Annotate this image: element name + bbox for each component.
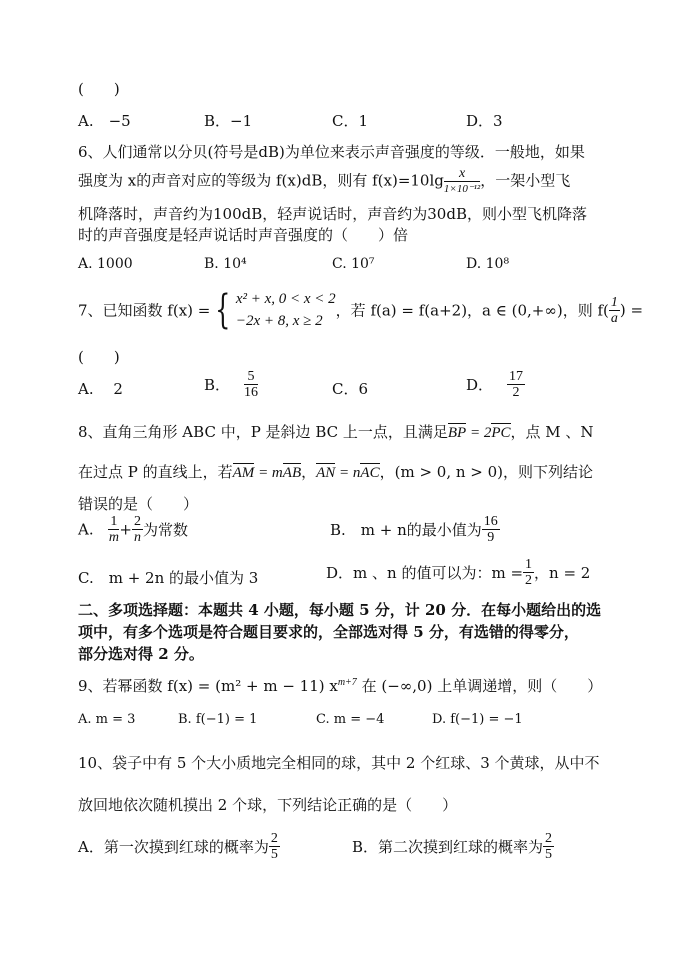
- vector-an: AN: [316, 465, 336, 481]
- q7-option-d: D． $\frac{17}{2}$: [466, 369, 524, 400]
- q9-option-d: D. f(−1) = −1: [432, 712, 523, 727]
- q8-option-a: A. $\frac{1}{m}$ + $\frac{2}{n}$ 为常数: [78, 514, 188, 545]
- q6-line-2-text: 强度为 x的声音对应的等级为 f(x)dB，则有 f(x)=10lg: [78, 171, 444, 190]
- vector-am: AM: [232, 465, 255, 481]
- q8-option-a-frac-2: $\frac{2}{n}$: [133, 514, 141, 545]
- answer-blank: ( ): [78, 80, 120, 98]
- q6-line-2: [78, 166, 570, 197]
- q5-option-d: D．3: [466, 112, 503, 130]
- q10-option-a-fraction: $\frac{2}{5}$: [270, 831, 278, 862]
- q10-option-b: B．第二次摸到红球的概率为 $\frac{2}{5}$: [352, 831, 553, 862]
- q9-option-c: C. m = −4: [316, 712, 385, 727]
- q6-fraction: $\frac{x}{\text{1×10⁻¹²}}$: [443, 166, 481, 195]
- q8-option-c: C. m + 2n 的最小值为 3: [78, 569, 259, 587]
- q9-option-a: A. m = 3: [78, 712, 136, 727]
- q7-suffix: ，若 f(a) = f(a+2)，a ∈ (0,+∞)，则 f(: [335, 301, 609, 320]
- q7-option-d-fraction: $\frac{17}{2}$: [509, 369, 524, 400]
- q10-option-a: A．第一次摸到红球的概率为 $\frac{2}{5}$: [78, 831, 278, 862]
- q8-line-1: 8、直角三角形 ABC 中，P 是斜边 BC 上一点，且满足BP = 2PC，点 M 、N: [78, 423, 594, 441]
- q10-option-b-fraction: $\frac{2}{5}$: [545, 831, 553, 862]
- q7-option-a: A. 2: [78, 380, 123, 398]
- q8-option-a-frac-1: $\frac{1}{m}$: [108, 514, 119, 545]
- q6-option-c: C. 10⁷: [332, 256, 375, 272]
- section-2-line-2: 项中，有多个选项是符合题目要求的，全部选对得 5 分，有选错的得零分，: [78, 623, 579, 641]
- q8-line-2: 在过点 P 的直线上，若AM = mAB，AN = nAC，(m > 0, n > 0)，则下列结论: [78, 463, 594, 481]
- q7-option-c: C．6: [332, 380, 369, 398]
- q6-option-a: A. 1000: [78, 256, 133, 272]
- q7-piecewise: x² + x, 0 < x < 2 −2x + 8, x ≥ 2: [235, 291, 336, 329]
- vector-ab: AB: [282, 465, 302, 481]
- q6-option-d: D. 10⁸: [466, 256, 510, 272]
- q6-line-1: 6、人们通常以分贝(符号是dB)为单位来表示声音强度的等级．一般地，如果: [78, 143, 585, 161]
- q9-option-b: B. f(−1) = 1: [178, 712, 258, 727]
- q7-option-b: B． $\frac{5}{16}$: [204, 369, 259, 400]
- q8-option-b: B. m + n的最小值为 $\frac{16}{9}$: [330, 514, 498, 545]
- q10-line-2: 放回地依次随机摸出 2 个球，下列结论正确的是（ ）: [78, 796, 458, 814]
- q8-option-d-fraction: $\frac{1}{2}$: [525, 557, 533, 588]
- q7-option-b-fraction: $\frac{5}{16}$: [244, 369, 259, 400]
- section-2-line-3: 部分选对得 2 分。: [78, 645, 204, 663]
- q9-exponent: m+7: [337, 677, 357, 688]
- q10-line-1: 10、袋子中有 5 个大小质地完全相同的球，其中 2 个红球、3 个黄球，从中不: [78, 754, 600, 772]
- q5-option-b: B．−1: [204, 112, 253, 130]
- q8-line-3: 错误的是（ ）: [78, 495, 199, 513]
- q9-stem: 9、若幂函数 f(x) = (m² + m − 11) $x^{m+7}$ 在 (−∞,0) 上单调递增，则（ ）: [78, 677, 603, 695]
- q8-option-d: D．m 、n 的值可以为：m = $\frac{1}{2}$ ，n = 2: [326, 557, 591, 588]
- q6-option-b: B. 10⁴: [204, 256, 247, 272]
- q6-line-4: 时的声音强度是轻声说话时声音强度的（ ）倍: [78, 226, 409, 244]
- q8-option-b-fraction: $\frac{16}{9}$: [483, 514, 498, 545]
- q7-stem: [78, 288, 643, 332]
- q6-line-3: 机降落时，声音约为100dB，轻声说话时，声音约为30dB，则小型飞机降落: [78, 205, 587, 223]
- q5-option-a: A. −5: [78, 112, 131, 130]
- q7-tail: ) =: [619, 301, 644, 319]
- vector-bp: BP: [447, 425, 467, 441]
- q5-option-c: C．1: [332, 112, 369, 130]
- section-2-line-1: 二、多项选择题：本题共 4 小题，每小题 5 分，计 20 分．在每小题给出的选: [78, 601, 602, 619]
- q7-prefix: 7、已知函数 f(x) =: [78, 301, 211, 320]
- brace-glyph: {: [215, 287, 231, 333]
- q7-fraction: $\frac{1}{a}$: [610, 294, 618, 326]
- vector-ac: AC: [360, 465, 380, 481]
- q7-blank: ( ): [78, 348, 120, 366]
- q6-line-2-tail: ，一架小型飞: [480, 171, 571, 190]
- vector-pc: PC: [491, 425, 511, 441]
